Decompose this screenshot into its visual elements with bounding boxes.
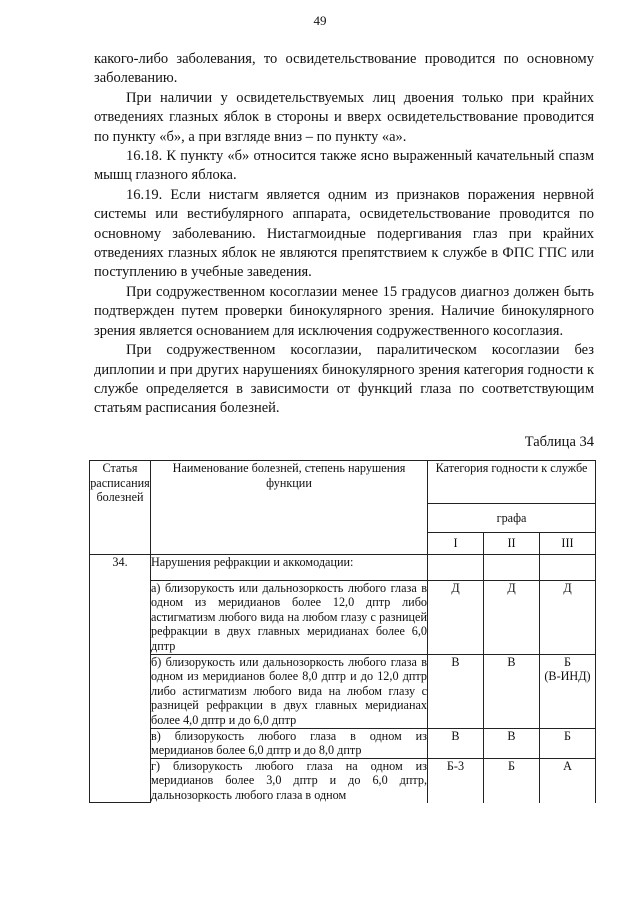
header-category: Категория годности к службе (428, 461, 596, 504)
fitness-table (89, 460, 596, 803)
paragraph: При наличии у освидетельствуемых лиц двоения только при крайних отведениях глазных яблок в стороны и вверх освидетельствование проводится по пункту «б», а при взгляде вниз – по пункту «а». (94, 89, 594, 145)
table-row (90, 654, 596, 728)
row-g-cat-ii: Б (484, 758, 540, 802)
row-g-cat-iii: А (540, 758, 596, 802)
paragraph: какого-либо заболевания, то освидетельствование проводится по основному заболеванию. (94, 51, 594, 87)
paragraph: При содружественном косоглазии менее 15 градусов диагноз должен быть подтвержден путем проверки бинокулярного зрения. Наличие бинокулярного зрения является основанием для исключения содружественного косоглазия. (94, 283, 594, 339)
row-g-cat-i: Б-3 (428, 758, 484, 802)
header-col-i: I (428, 533, 484, 555)
body-text (94, 50, 594, 419)
header-article: Статья расписания болезней (90, 461, 151, 555)
row-a-cat-ii: Д (484, 580, 540, 654)
row-b-cat-i: В (428, 654, 484, 728)
row-b-text: б) близорукость или дальнозоркость любого глаза в одном из меридианов более 8,0 дптр и до 12,0 дптр либо астигматизм любого вида на любом глазу с разницей рефракции в двух главных меридианах более 4,0 дптр и до 6,0 дптр (151, 654, 427, 727)
table-caption: Таблица 34 (524, 434, 594, 450)
row-v-cat-i: В (428, 728, 484, 758)
row-a-cat-i: Д (428, 580, 484, 654)
table-row (90, 758, 596, 802)
row-b-cat-iii-value: Б (564, 654, 571, 669)
table-row (90, 580, 596, 654)
row-a-cat-iii: Д (540, 580, 596, 654)
row-b-cat-iii (540, 654, 596, 728)
header-col-iii: III (540, 533, 596, 555)
row-b-cat-ii: В (484, 654, 540, 728)
article-number: 34. (90, 555, 151, 803)
group-title: Нарушения рефракции и аккомодации: (151, 555, 428, 581)
paragraph: 16.18. К пункту «б» относится также ясно выраженный качательный спазм мышц глазного яблока. (94, 148, 594, 184)
table-row (90, 728, 596, 758)
header-disease-name: Наименование болезней, степень нарушения функции (151, 461, 428, 555)
header-col-ii: II (484, 533, 540, 555)
row-b-cat-iii-note: (В-ИНД) (544, 669, 591, 684)
paragraph: 16.19. Если нистагм является одним из признаков поражения нервной системы или вестибулярного аппарата, освидетельствование проводится по основному заболеванию. Нистагмоидные подергивания глаз при крайних отведениях глазных яблок не являются препятствием к службе в ФПС ГПС или поступлению в учебные заведения. (94, 186, 594, 281)
paragraph: При содружественном косоглазии, паралитическом косоглазии без диплопии и при других нарушениях бинокулярного зрения категория годности к службе определяется в зависимости от функций глаза по соответствующим статьям расписания болезней. (94, 342, 594, 417)
row-g-text: г) близорукость любого глаза на одном из меридианов более 3,0 дптр и до 6,0 дптр, дальнозоркость любого глаза в одном (151, 758, 427, 802)
row-a-text: а) близорукость или дальнозоркость любого глаза в одном из меридианов более 12,0 дптр либо астигматизм любого вида на любом глазу с разницей рефракции в двух главных меридианах более 6,0 дптр (151, 580, 427, 653)
header-grafa: графа (428, 504, 596, 533)
page-number: 49 (313, 13, 327, 28)
row-v-text: в) близорукость любого глаза в одном из меридианов более 6,0 дптр и до 8,0 дптр (151, 728, 427, 758)
row-v-cat-iii: Б (540, 728, 596, 758)
row-v-cat-ii: В (484, 728, 540, 758)
